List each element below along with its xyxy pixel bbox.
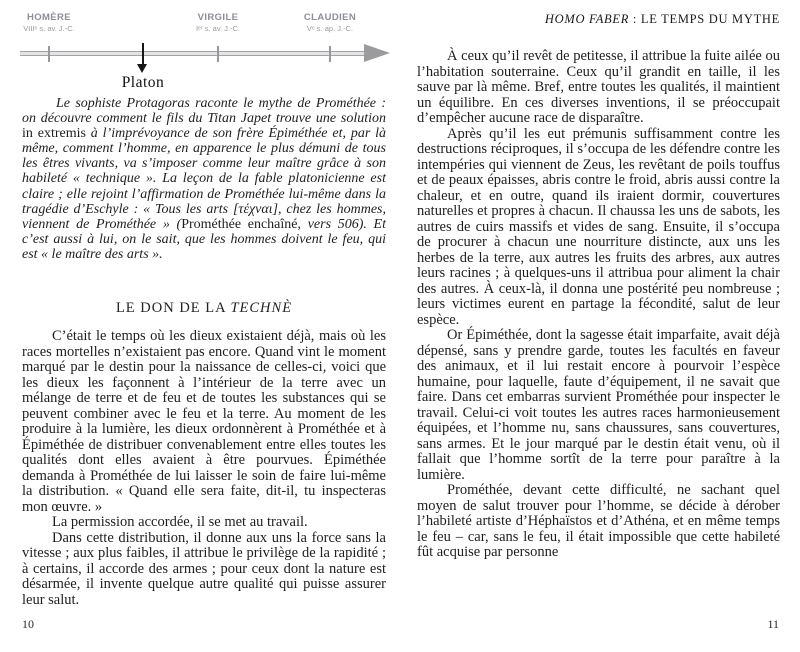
timeline — [12, 8, 394, 100]
text-run: À ceux qu’il revêt de petitesse, il attribue la fuite ailée ou l’habitation souterraine. Ceux qu’il grandit en taille, il les sauve par là même. Bref, entre toutes les qualités, il maintient un équilibre. En ces diverses inventions, il se préoccupait d’empêcher aucune race de disparaître. — [417, 48, 780, 126]
text-run: Dans cette distribution, il donne aux uns la force sans la vitesse ; aux plus faibles, il attribue le privilège de la rapidité ; à certains, il accorde des armes ; pour ceux dont la nature est désarmée, il invente quelque autre qualité qui puisse assurer leur salut. — [22, 529, 386, 608]
text-run: La permission accordée, il se met au travail. — [52, 514, 308, 530]
paragraph — [417, 49, 780, 127]
running-head — [417, 12, 780, 27]
text-run: C’était le temps où les dieux existaient déjà, mais où les races mortelles n’existaient pas encore. Quand vint le moment marqué par le destin pour la naissance de celles-ci, voici que les dieux les façonnent à l’intérieur de la terre avec un mélange de terre et de feu et de toutes les substances qui se peuvent combiner avec le feu et la terre. Au moment de les produire à la lumière, les dieux ordonnèrent à Prométhée et à Épiméthée de distribuer convenablement entre elles toutes les qualités dont elles avaient à être pourvues. Épiméthée demanda à Prométhée de lui laisser le soin de faire lui-même la distribution. « Quand elle sera faite, dit-il, tu inspecteras mon œuvre. » — [22, 328, 386, 515]
right-page-body — [417, 49, 780, 561]
timeline-callout-label: Platon — [121, 74, 165, 91]
text-run: Or Épiméthée, dont la sagesse était imparfaite, avait déjà dépensé, sans y prendre garde, toutes les facultés en faveur des animaux, et il lui restait encore à pourvoir l’espèce humaine, pour laquelle, faute d’équipement, il ne savait que faire. Dans cet embarras survient Prométhée pour inspecter le travail. Celui-ci voit toutes les autres races harmonieusement équipées, et l’homme nu, sans chaussures, sans couvertures, sans armes. Et le jour marqué par le destin était venu, où il fallait que l’homme sortît de la terre pour paraître à la lumière. — [417, 327, 780, 483]
paragraph — [22, 515, 386, 531]
timeline-marker-homere — [23, 12, 74, 33]
timeline-marker-claudien — [304, 12, 356, 33]
text-run: : LE TEMPS DU MYTHE — [629, 12, 780, 26]
intro-block — [22, 96, 386, 262]
paragraph — [417, 328, 780, 483]
section-heading — [22, 300, 386, 317]
text-run: Le sophiste Protagoras raconte le mythe de Prométhée : on découvre comment le fils du Titan Japet trouve une solution — [22, 96, 386, 127]
down-arrow-icon — [142, 43, 144, 65]
paragraph — [417, 483, 780, 561]
text-run: HOMO FABER — [544, 12, 630, 26]
text-run: à l’imprévoyance de son frère Épiméthée et, par là même, comment l’homme, en apparence le plus démuni de tous les êtres vivants, va s’imposer comme leur maître grâce à son habileté « technique ». La leçon de la fable platonicienne est claire ; elle rejoint l’affirmation de Prométhée lui-même dans la tragédie d’Eschyle : « Tous les arts [τέχναι], chez les hommes, viennent de Prométhée » ( — [22, 126, 386, 232]
down-arrow-head-icon — [137, 64, 147, 73]
page-number-left: 10 — [22, 617, 34, 631]
marker-date: VIIIᵉ s. av. J.-C. — [23, 24, 75, 33]
timeline-tick-virgile — [217, 46, 219, 62]
left-page-body — [22, 329, 386, 608]
intro-paragraph — [22, 96, 386, 262]
timeline-axis — [20, 51, 370, 56]
timeline-marker-virgile — [196, 12, 240, 33]
timeline-arrowhead-icon — [364, 44, 390, 62]
text-run: Prométhée enchaîné, — [181, 216, 301, 232]
marker-date: Iᵉʳ s. av. J.-C. — [195, 24, 241, 33]
timeline-tick-claudien — [329, 46, 331, 62]
text-run: TECHNÈ — [230, 300, 293, 316]
text-run: Prométhée, devant cette difficulté, ne sachant quel moyen de salut trouver pour l’homme, se décide à dérober l’habileté artiste d’Héphaïstos et d’Athéna, et en même temps le feu – car, sans le feu, il était impossible que cette habileté fût acquise par personne — [417, 482, 780, 560]
marker-name: CLAUDIEN — [303, 12, 357, 23]
paragraph — [22, 329, 386, 515]
timeline-tick-homere — [48, 46, 50, 62]
text-run: LE DON DE LA — [115, 300, 231, 316]
text-run: vers 506). Et c’est aussi à lui, on le sait, que les hommes doivent le feu, qui est « le maître des arts ». — [22, 216, 386, 262]
marker-name: VIRGILE — [197, 12, 239, 23]
text-run: in extremis — [22, 126, 86, 142]
page-number-right: 11 — [767, 617, 779, 631]
paragraph — [417, 127, 780, 329]
text-run: Après qu’il les eut prémunis suffisamment contre les destructions réciproques, il s’occupa de les défendre contre les intempéries qui viennent de Zeus, les revêtant de poils touffus et de peaux épaisses, abris contre le froid, abris aussi contre la chaleur, et en outre, quand ils iraient dormir, couvertures naturelles et propres à chacun. Il chaussa les uns de sabots, les autres de cuirs massifs et vides de sang. Ensuite, il s’occupa de procurer à chacun une nourriture distincte, aux uns les herbes de la terre, aux autres les fruits des arbres, aux autres leurs racines ; à quelques-uns il attribua pour aliment la chair des autres. À ceux-là, il donna une postérité peu nombreuse ; leurs victimes eurent en partage la fécondité, salut de leur espèce. — [417, 125, 780, 328]
marker-name: HOMÈRE — [26, 12, 72, 23]
paragraph — [22, 531, 386, 609]
marker-date: Vᵉ s. ap. J.-C. — [306, 24, 354, 33]
